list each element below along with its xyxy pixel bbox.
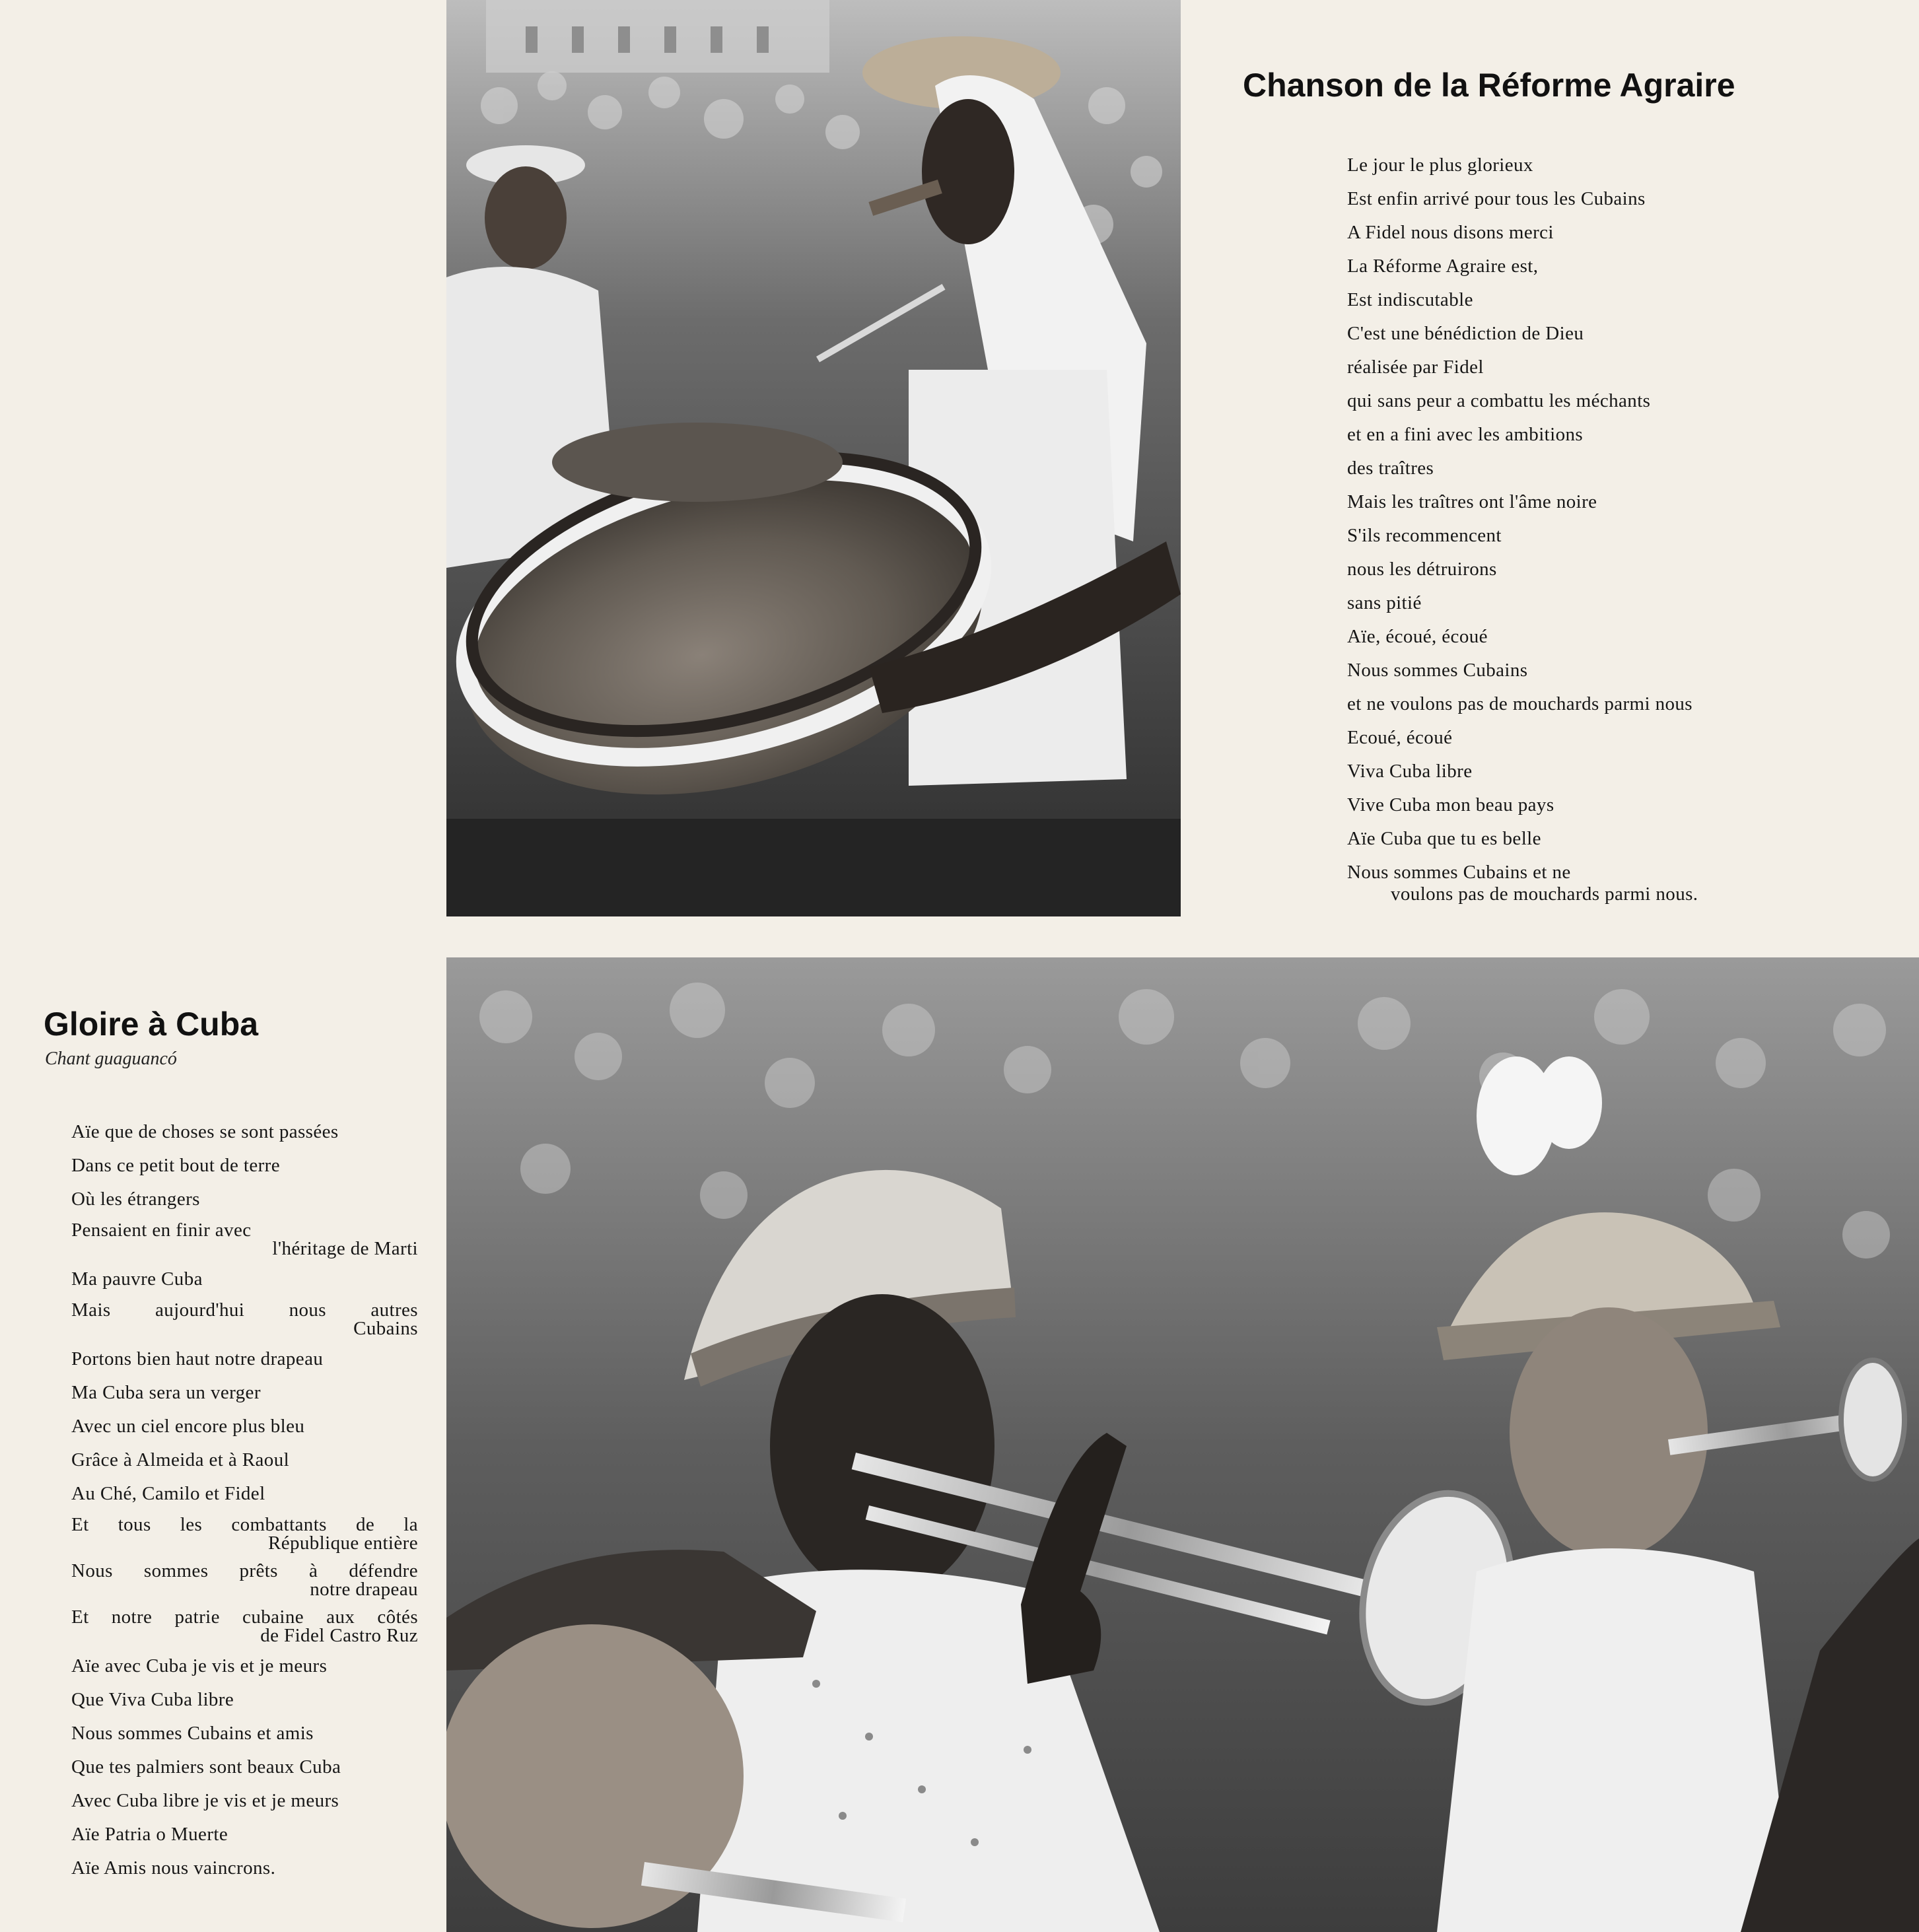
lyric-line: Au Ché, Camilo et Fidel	[71, 1483, 265, 1504]
lyric-line: Est indiscutable	[1347, 289, 1473, 310]
lyric-line: Est enfin arrivé pour tous les Cubains	[1347, 188, 1646, 209]
trumpeters-photo	[446, 957, 1919, 1932]
lyric-line-continuation: de Fidel Castro Ruz	[260, 1625, 418, 1646]
lyrics-reforme-agraire	[1347, 153, 1809, 904]
lyric-line-continuation: l'héritage de Marti	[272, 1238, 418, 1259]
lyric-line: Aïe Patria o Muerte	[71, 1824, 228, 1845]
lyric-line-wrapped	[71, 1562, 418, 1599]
lyric-line: Nous sommes Cubains	[1347, 660, 1528, 681]
song-title-reforme-agraire: Chanson de la Réforme Agraire	[1243, 67, 1735, 104]
lyric-line: Aïe Cuba que tu es belle	[1347, 828, 1541, 849]
lyric-line-wrapped	[1347, 860, 1809, 904]
drummer-photo-image	[446, 0, 1181, 916]
lyric-line: des traîtres	[1347, 458, 1434, 479]
lyric-line-part: Mais aujourd'hui nous autres	[71, 1299, 418, 1321]
lyric-line: Ma Cuba sera un verger	[71, 1382, 261, 1403]
drummer-photo	[446, 0, 1181, 916]
lyric-line: C'est une bénédiction de Dieu	[1347, 323, 1584, 344]
lyric-line-wrapped	[71, 1221, 418, 1258]
lyric-line-part: Et tous les combattants de la	[71, 1514, 418, 1535]
lyric-line: Avec Cuba libre je vis et je meurs	[71, 1790, 339, 1811]
lyric-line: S'ils recommencent	[1347, 525, 1502, 546]
lyric-line: Vive Cuba mon beau pays	[1347, 794, 1554, 815]
lyric-line: Aïe Amis nous vaincrons.	[71, 1857, 276, 1879]
trumpeters-photo-image	[446, 957, 1919, 1932]
lyric-line: Le jour le plus glorieux	[1347, 155, 1533, 176]
lyric-line-continuation: notre drapeau	[310, 1579, 418, 1600]
lyric-line: Ecoué, écoué	[1347, 727, 1453, 748]
lyric-line: et ne voulons pas de mouchards parmi nous	[1347, 693, 1692, 714]
lyric-line: Dans ce petit bout de terre	[71, 1155, 280, 1176]
lyric-line: sans pitié	[1347, 592, 1422, 613]
lyric-line: Nous sommes Cubains et amis	[71, 1723, 314, 1744]
lyric-line: Que tes palmiers sont beaux Cuba	[71, 1756, 341, 1777]
lyric-line-part: Nous sommes prêts à défendre	[71, 1560, 418, 1581]
lyric-line: nous les détruirons	[1347, 559, 1497, 580]
lyric-line: Aïe, écoué, écoué	[1347, 626, 1488, 647]
lyric-line: La Réforme Agraire est,	[1347, 256, 1539, 277]
lyric-line: Grâce à Almeida et à Raoul	[71, 1449, 290, 1470]
lyric-line-wrapped	[71, 1515, 418, 1552]
lyric-line: Aïe que de choses se sont passées	[71, 1121, 339, 1142]
lyric-line-wrapped	[71, 1301, 418, 1338]
lyric-line: Mais les traîtres ont l'âme noire	[1347, 491, 1597, 512]
lyric-line-continuation: voulons pas de mouchards parmi nous.	[1391, 883, 1698, 905]
lyric-line: Viva Cuba libre	[1347, 761, 1473, 782]
lyric-line: A Fidel nous disons merci	[1347, 222, 1554, 243]
lyric-line: Que Viva Cuba libre	[71, 1689, 234, 1710]
lyric-line: Où les étrangers	[71, 1189, 200, 1210]
lyric-line-part: Nous sommes Cubains et ne	[1347, 862, 1571, 883]
lyric-line-part: Et notre patrie cubaine aux côtés	[71, 1606, 418, 1628]
lyric-line: qui sans peur a combattu les méchants	[1347, 390, 1651, 411]
lyric-line-part: Pensaient en finir avec	[71, 1220, 252, 1241]
lyrics-gloire-a-cuba	[71, 1120, 418, 1890]
lyric-line-continuation: Cubains	[353, 1318, 418, 1339]
lyric-line: et en a fini avec les ambitions	[1347, 424, 1584, 445]
lyric-line: Aïe avec Cuba je vis et je meurs	[71, 1655, 328, 1676]
lyric-line-wrapped	[71, 1608, 418, 1645]
lyric-line: réalisée par Fidel	[1347, 357, 1484, 378]
song-subtitle: Chant guaguancó	[45, 1049, 177, 1069]
song-title-gloire-a-cuba: Gloire à Cuba	[44, 1006, 259, 1043]
lyric-line-continuation: République entière	[267, 1533, 418, 1554]
lyric-line: Avec un ciel encore plus bleu	[71, 1416, 305, 1437]
lyric-line: Ma pauvre Cuba	[71, 1268, 203, 1290]
lyric-line: Portons bien haut notre drapeau	[71, 1348, 324, 1369]
